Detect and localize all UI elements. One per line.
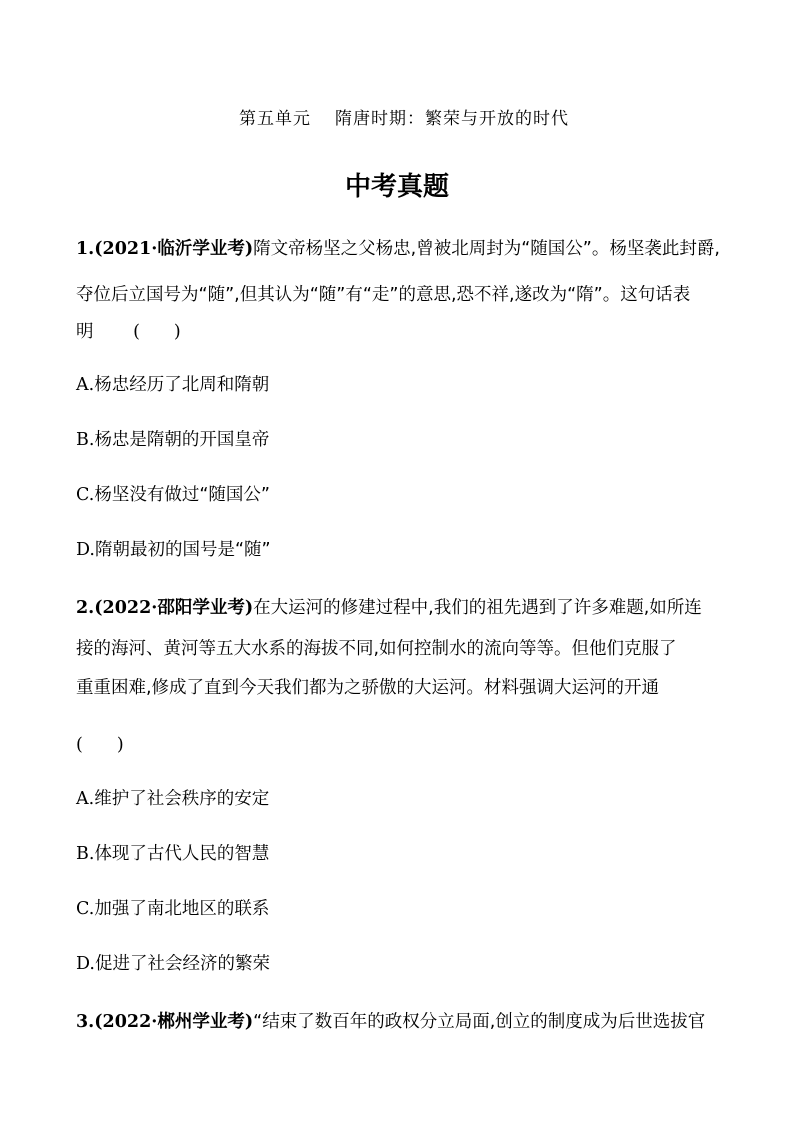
question-2-option-a: A.维护了社会秩序的安定 [76,789,270,809]
unit-title: 隋唐时期：繁荣与开放的时代 [335,109,569,129]
question-2-text-1: 在大运河的修建过程中,我们的祖先遇到了许多难题,如所连 [253,598,702,618]
question-1-text-1: 隋文帝杨坚之父杨忠,曾被北周封为“随国公”。杨坚袭此封爵, [253,239,720,259]
question-2-text-2: 接的海河、黄河等五大水系的海拔不同,如何控制水的流向等等。但他们克服了 [76,639,677,659]
unit-number: 第五单元 [239,109,311,129]
question-1-line-1 [76,238,720,260]
question-2-line-2 [76,638,677,660]
question-3-number: 3. [76,1012,95,1032]
question-2-option-b: B.体现了古代人民的智慧 [76,844,270,864]
question-1-text-2: 夺位后立国号为“随”,但其认为“随”有“走”的意思,恐不祥,遂改为“隋”。这句话表 [76,285,691,305]
question-1-line-3 [76,321,181,343]
question-2-line-3 [76,677,659,699]
question-1-option-c: C.杨坚没有做过“随国公” [76,485,270,505]
question-1-answer-blank: ( ) [133,322,181,342]
question-1-text-3: 明 [76,322,94,342]
question-2-answer-blank: ( ) [76,735,124,755]
question-2-text-3: 重重困难,修成了直到今天我们都为之骄傲的大运河。材料强调大运河的开通 [76,678,660,698]
question-2-number: 2. [76,598,95,618]
question-1-line-2 [76,284,690,306]
question-2-line-1 [76,597,702,619]
question-3-line-1 [76,1011,705,1033]
question-1-number: 1. [76,239,95,259]
question-2-option-d: D.促进了社会经济的繁荣 [76,954,270,974]
question-1-option-a: A.杨忠经历了北周和隋朝 [76,375,270,395]
section-title: 中考真题 [344,172,449,202]
question-1-option-d: D.隋朝最初的国号是“随” [76,540,271,560]
unit-header [0,104,794,129]
question-2-source: (2022·邵阳学业考) [94,598,254,618]
question-1-option-b: B.杨忠是隋朝的开国皇帝 [76,430,270,450]
question-3-text-1: “结束了数百年的政权分立局面,创立的制度成为后世选拔官 [253,1012,706,1032]
question-1-source: (2021·临沂学业考) [94,239,254,259]
question-3-source: (2022·郴州学业考) [94,1012,254,1032]
question-2-option-c: C.加强了南北地区的联系 [76,899,270,919]
